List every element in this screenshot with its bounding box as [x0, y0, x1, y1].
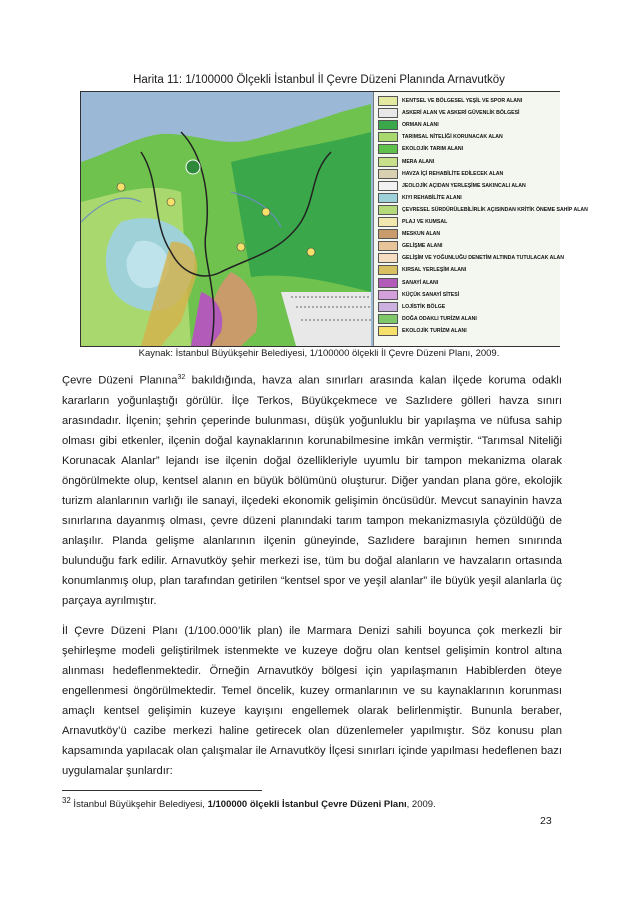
legend-label: EKOLOJİK TURİZM ALANI [402, 327, 467, 334]
legend-item [378, 181, 526, 191]
legend-label: KENTSEL VE BÖLGESEL YEŞİL VE SPOR ALANI [402, 98, 523, 104]
legend-label: KIRSAL YERLEŞİM ALANI [402, 267, 467, 274]
paragraph-1 [62, 368, 562, 611]
plan-map [80, 91, 588, 347]
footnote-number: 32 [62, 796, 71, 805]
legend-item [378, 265, 466, 275]
legend-item [378, 302, 445, 312]
legend-item [378, 120, 439, 130]
legend-label: GELİŞİM VE YOĞUNLUĞU DENETİM ALTINDA TUTULACAK ALAN [402, 255, 565, 262]
legend-label: GELİŞME ALANI [402, 243, 443, 250]
legend-swatch [378, 241, 398, 251]
map-source: Kaynak: İstanbul Büyükşehir Belediyesi, 1/100000 ölçekli İl Çevre Düzeni Planı, 2009. [138, 348, 500, 359]
legend-label: ASKERİ ALAN VE ASKERİ GÜVENLİK BÖLGESİ [402, 110, 520, 117]
paragraph-2: İl Çevre Düzeni Planı (1/100.000’lik plan) ile Marmara Denizi sahili boyunca çok merkezli bir şehirleşme modeli geliştirilmek istenmekte ve kuzeye doğru olan kentsel gelişimin kontrol altına alınması hedeflenmektedir. Örneğin Arnavutköy bölgesi için yapılaşmanın Habiblerden öteye engellenmesi öngörülmektedir. Temel öncelik, kuzey ormanlarının ve su kaynaklarının korunması amaçlı kentsel gelişimin kuzeye kayışını engellemek olarak belirlenmiştir. Bununla beraber, Arnavutköy’ü cazibe merkezi haline getirecek olan düzenlemeler yapılmıştır. Söz konusu plan kapsamında yapılacak olan çalışmalar ile Arnavutköy İlçesi sınırları içinde yapılması hedeflenen bazı uygulamalar şunlardır: [62, 625, 562, 777]
legend-swatch [378, 302, 398, 312]
legend-item [378, 205, 588, 215]
page-number: 23 [540, 815, 552, 827]
legend-label: SANAYİ ALANI [402, 279, 439, 286]
footnote [62, 796, 436, 810]
map-legend [373, 92, 588, 346]
legend-item [378, 278, 438, 288]
legend-label: KIYI REHABİLİTE ALANI [402, 194, 462, 201]
legend-item [378, 193, 462, 203]
legend-label: ÇEVRESEL SÜRDÜRÜLEBİLİRLİK AÇISINDAN KRİTİK ÖNEME SAHİP ALAN [402, 206, 588, 213]
legend-item [378, 217, 447, 227]
legend-swatch [378, 217, 398, 227]
legend-swatch [378, 120, 398, 130]
legend-swatch [378, 193, 398, 203]
paragraph-1-lead: Çevre Düzeni Planına [62, 374, 178, 387]
legend-label: LOJİSTİK BÖLGE [402, 303, 446, 310]
legend-item [378, 169, 503, 179]
footnote-divider [62, 790, 262, 791]
legend-swatch [378, 144, 398, 154]
legend-item [378, 290, 459, 300]
legend-swatch [378, 265, 398, 275]
legend-swatch [378, 290, 398, 300]
legend-swatch [378, 181, 398, 191]
legend-item [378, 326, 467, 336]
legend-swatch [378, 278, 398, 288]
footnote-title: 1/100000 ölçekli İstanbul Çevre Düzeni Planı [207, 799, 407, 811]
legend-item [378, 96, 522, 106]
legend-label: JEOLOJİK AÇIDAN YERLEŞİME SAKINCALI ALAN [402, 182, 526, 189]
legend-label: ORMAN ALANI [402, 122, 439, 129]
legend-item [378, 241, 442, 251]
legend-swatch [378, 229, 398, 239]
legend-label: DOĞA ODAKLI TURİZM ALANI [402, 315, 477, 322]
legend-item [378, 157, 434, 167]
legend-item [378, 253, 564, 263]
legend-label: PLAJ VE KUMSAL [402, 219, 448, 225]
legend-swatch [378, 205, 398, 215]
legend-item [378, 132, 503, 142]
legend-label: MESKUN ALAN [402, 231, 441, 238]
legend-item [378, 314, 477, 324]
legend-swatch [378, 169, 398, 179]
legend-item [378, 144, 463, 154]
legend-label: EKOLOJİK TARIM ALANI [402, 146, 464, 153]
paragraph-1-body: bakıldığında, havza alan sınırları arasında kalan ilçede koruma odaklı kararların yoğunlaştığı görülür. İlçe Terkos, Büyükçekmece ve Sazlıdere gölleri havza sınırı arasındadır. İlçenin; şehrin çeperinde bulunması, düşük yoğunluklu bir yapılaşma ve nüfusa sahip olması gibi etkenler, ilçenin doğal kaynaklarının korunabilmesine imkân vermiştir. “Tarımsal Niteliği Korunacak Alanlar” lejandı ise ilçenin doğal özellikleriyle uyumlu bir tampon mekanizma olarak öngörülmekte olup, kentsel alanın en büyük bölümünü oluşturur. Diğer yandan plana göre, ekolojik turizm alanlarının varlığı ile sanayi, ilçedeki ekonomik gelişimin öncüsüdür. Mevcut sanayinin havza sınırlarına dayanmış olması, çevre düzeni planındaki tarım tampon mekanizmasıyla çözüldüğü de anlaşılır. Planda gelişme alanlarının ilçenin güneyinde, Sazlıdere barajının hemen sınırında bulunduğu fark edilir. Arnavutköy şehir merkezi ise, tüm bu doğal alanların ve havzaların ortasında konumlanmış olup, plan tarafından getirilen “kentsel spor ve yeşil alanlar” ile büyük yeşil alanlarla üç parçaya ayrılmıştır. [62, 374, 563, 607]
legend-item [378, 229, 440, 239]
map-caption: Harita 11: 1/100000 Ölçekli İstanbul İl Çevre Düzeni Planında Arnavutköy [133, 74, 505, 86]
legend-item [378, 108, 520, 118]
footnote-ref[interactable]: 32 [177, 374, 186, 381]
legend-label: HAVZA İÇİ REHABİLİTE EDİLECEK ALAN [402, 170, 504, 177]
legend-swatch [378, 108, 398, 118]
legend-swatch [378, 253, 398, 263]
legend-label: KÜÇÜK SANAYİ SİTESİ [402, 291, 460, 298]
map-graphic [81, 92, 371, 346]
footnote-text: İstanbul Büyükşehir Belediyesi, [70, 799, 208, 811]
legend-swatch [378, 132, 398, 142]
legend-swatch [378, 314, 398, 324]
legend-swatch [378, 96, 398, 106]
legend-swatch [378, 326, 398, 336]
legend-label: MERA ALANI [402, 158, 435, 165]
footnote-tail: , 2009. [406, 799, 436, 811]
legend-label: TARIMSAL NİTELİĞİ KORUNACAK ALAN [402, 134, 503, 141]
legend-swatch [378, 157, 398, 167]
